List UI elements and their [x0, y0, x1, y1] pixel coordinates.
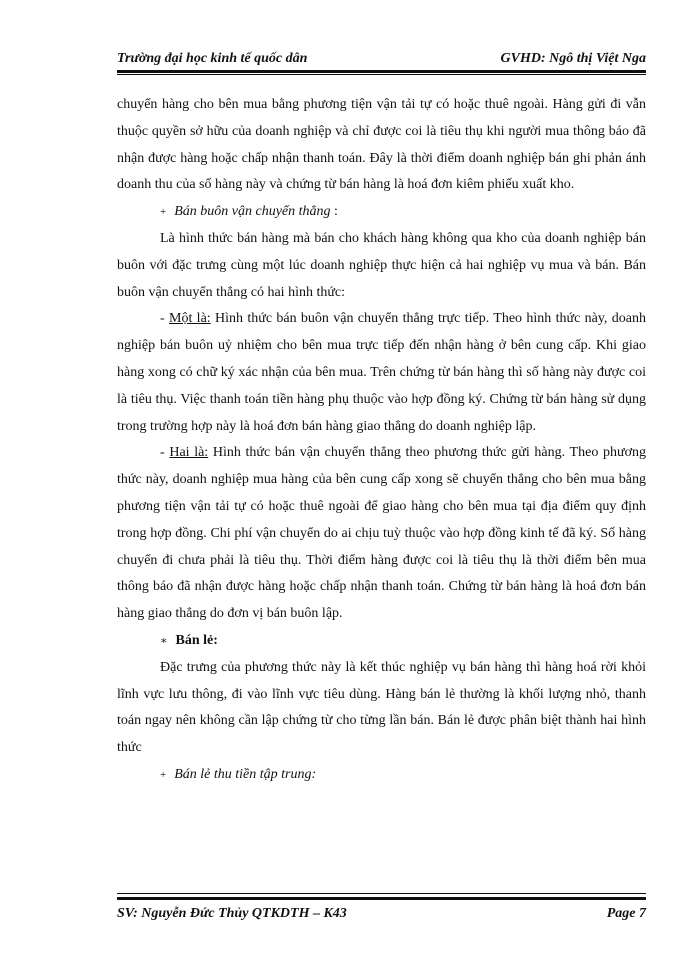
bullet-label: Bán buôn vận chuyển thẳng	[174, 204, 331, 220]
bullet-retail-centralized	[117, 762, 646, 789]
plus-bullet-icon: +	[160, 768, 167, 781]
section-heading: Bán lẻ:	[175, 632, 218, 648]
footer-student: SV: Nguyễn Đức Thủy QTKDTH – K43	[117, 906, 347, 921]
plus-bullet-icon: +	[160, 206, 167, 219]
paragraph-form-one	[117, 306, 646, 440]
form-two-label: Hai là:	[169, 445, 209, 461]
asterisk-bullet-icon: ∗	[160, 634, 168, 647]
footer-rule-thin	[117, 893, 646, 894]
form-one-label: Một là:	[169, 311, 211, 327]
dash-prefix: -	[160, 311, 169, 327]
header-supervisor: GVHD: Ngô thị Việt Nga	[500, 51, 646, 66]
dash-prefix: -	[160, 445, 170, 461]
form-one-text: Hình thức bán buôn vận chuyển thẳng trực tiếp. Theo hình thức này, doanh nghiệp bán buôn uỷ nhiệm cho bên mua trực tiếp đến nhận hàng ở bên cung cấp. Khi giao hàng xong có chữ ký xác nhận của bên mua. Trên chứng từ bán hàng thì số hàng này được coi là tiêu thụ. Việc thanh toán tiền hàng phụ thuộc vào hợp đồng ký. Chứng từ bán hàng sử dụng trong trường hợp này là hoá đơn bán hàng giao thẳng do doanh nghiệp lập.	[117, 311, 646, 434]
paragraph-retail: Đặc trưng của phương thức này là kết thúc nghiệp vụ bán hàng thì hàng hoá rời khỏi lĩnh vực lưu thông, đi vào lĩnh vực tiêu dùng. Hàng bán lẻ thường là khối lượng nhỏ, thanh toán ngay nên không cần lập chứng từ cho từng lần bán. Bán lẻ được phân biệt thành hai hình thức	[117, 659, 646, 756]
header-rule-thick	[117, 70, 646, 73]
page-footer	[117, 900, 646, 922]
header-rule-thin	[117, 74, 646, 75]
form-two-text: Hình thức bán vận chuyển thẳng theo phương thức gửi hàng. Theo phương thức này, doanh nghiệp mua hàng của bên cung cấp xong sẽ chuyển thẳng cho bên mua bằng phương tiện vận tải tự có hoặc thuê ngoài để giao hàng cho bên mua tại địa điểm quy định trong hợp đồng. Chi phí vận chuyển do ai chịu tuỳ thuộc vào hợp đồng kinh tế đã ký. Số hàng chuyển đi chưa phải là tiêu thụ. Thời điểm hàng được coi là tiêu thụ là thời điểm bên mua thông báo đã nhận được hàng hoặc chấp nhận thanh toán. Chứng từ bán hàng là hoá đơn bán hàng giao thẳng do đơn vị bán buôn lập.	[117, 445, 646, 622]
page-header	[117, 45, 646, 67]
paragraph-form-two	[117, 440, 646, 628]
page-number: Page 7	[606, 906, 646, 921]
document-body	[117, 92, 646, 789]
paragraph-continuation: chuyển hàng cho bên mua bằng phương tiện vận tải tự có hoặc thuê ngoài. Hàng gửi đi vẫn thuộc quyền sở hữu của doanh nghiệp và chỉ được coi là tiêu thụ khi người mua thông báo đã nhận được hàng hoặc chấp nhận thanh toán. Đây là thời điểm doanh nghiệp bán ghi phản ánh doanh thu của số hàng này và chứng từ bán hàng là hoá đơn kiêm phiếu xuất kho.	[117, 97, 646, 193]
heading-retail	[117, 628, 646, 655]
paragraph-definition: Là hình thức bán hàng mà bán cho khách hàng không qua kho của doanh nghiệp bán buôn với đặc trưng cùng một lúc doanh nghiệp thực hiện cả hai nghiệp vụ mua và bán. Bán buôn vận chuyển thẳng có hai hình thức:	[117, 230, 646, 300]
bullet-suffix: :	[330, 204, 338, 220]
bullet-wholesale-direct	[117, 199, 646, 226]
header-school: Trường đại học kinh tế quốc dân	[117, 51, 308, 66]
bullet-label: Bán lẻ thu tiền tập trung:	[174, 766, 317, 782]
